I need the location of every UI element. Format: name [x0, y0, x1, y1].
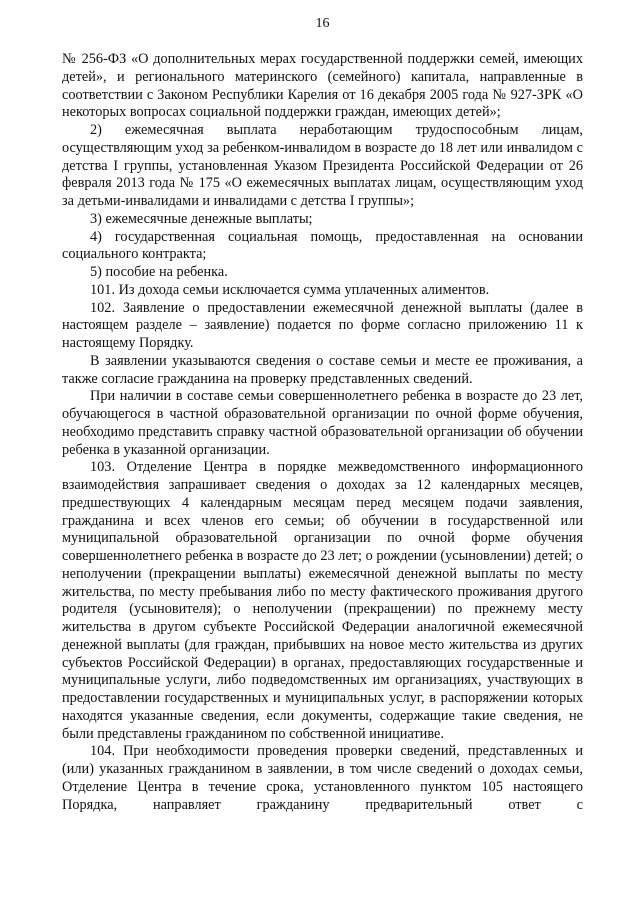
paragraph-102: 102. Заявление о предоставлении ежемесячной денежной выплаты (далее в настоящем разделе – заявление) подается по форме согласно приложению 11 к настоящему Порядку.	[62, 299, 583, 351]
paragraph-103: 103. Отделение Центра в порядке межведомственного информационного взаимодействия запрашивает сведения о доходах за 12 календарных месяцев, предшествующих 4 календарным месяцам перед месяцем подачи заявления, гражданина и всех членов его семьи; об обучении в государственной или муниципальной образовательной организации по очной форме обучения совершеннолетнего ребенка в возрасте до 23 лет; о рождении (усыновлении) детей; о неполучении (прекращении выплаты) ежемесячной денежной выплаты по месту жительства, по месту пребывания либо по месту фактического проживания другого родителя (усыновителя); о неполучении (прекращении) по прежнему месту жительства в другом субъекте Российской Федерации аналогичной ежемесячной денежной выплаты (для граждан, прибывших на новое место жительства из других субъектов Российской Федерации) в органах, предоставляющих государственные и муниципальные услуги, либо подведомственных им организациях, участвующих в предоставлении государственных и муниципальных услуг, в распоряжении которых находятся указанные сведения, если документы, содержащие такие сведения, не были представлены гражданином по собственной инициативе.	[62, 459, 583, 742]
paragraph-item-3: 3) ежемесячные денежные выплаты;	[90, 210, 313, 227]
paragraph-student-certificate: При наличии в составе семьи совершеннолетнего ребенка в возрасте до 23 лет, обучающегося в частной образовательной организации по очной форме обучения, необходимо представить справку частной образовательной организации об обучении ребенка в указанной организации.	[62, 388, 583, 458]
paragraph-item-2: 2) ежемесячная выплата неработающим трудоспособным лицам, осуществляющим уход за ребенком-инвалидом в возрасте до 18 лет или инвалидом с детства I группы, установленная Указом Президента Российской Федерации от 26 февраля 2013 года № 175 «О ежемесячных выплатах лицам, осуществляющим уход за детьми-инвалидами и инвалидами с детства I группы»;	[62, 122, 583, 209]
paragraph-item-5: 5) пособие на ребенка.	[90, 264, 228, 280]
paragraph-law-reference: № 256-ФЗ «О дополнительных мерах государственной поддержки семей, имеющих детей», и регионального материнского (семейного) капитала, направленные в соответствии с Законом Республики Карелия от 16 декабря 2005 года № 927-ЗРК «О некоторых вопросах социальной поддержки граждан, имеющих детей»;	[62, 51, 583, 121]
page-number: 16	[315, 16, 330, 31]
paragraph-item-4: 4) государственная социальная помощь, предоставленная на основании социального контракта;	[62, 228, 583, 263]
paragraph-application-contents: В заявлении указываются сведения о составе семьи и месте ее проживания, а также согласие гражданина на проверку представленных сведений.	[62, 352, 583, 387]
paragraph-101: 101. Из дохода семьи исключается сумма уплаченных алиментов.	[90, 281, 490, 298]
body-text	[62, 51, 583, 814]
paragraph-104: 104. При необходимости проведения проверки сведений, представленных и (или) указанных гражданином в заявлении, в том числе сведений о доходах семьи, Отделение Центра в течение срока, установленного пунктом 105 настоящего Порядка, направляет гражданину предварительный ответ с	[62, 743, 583, 813]
